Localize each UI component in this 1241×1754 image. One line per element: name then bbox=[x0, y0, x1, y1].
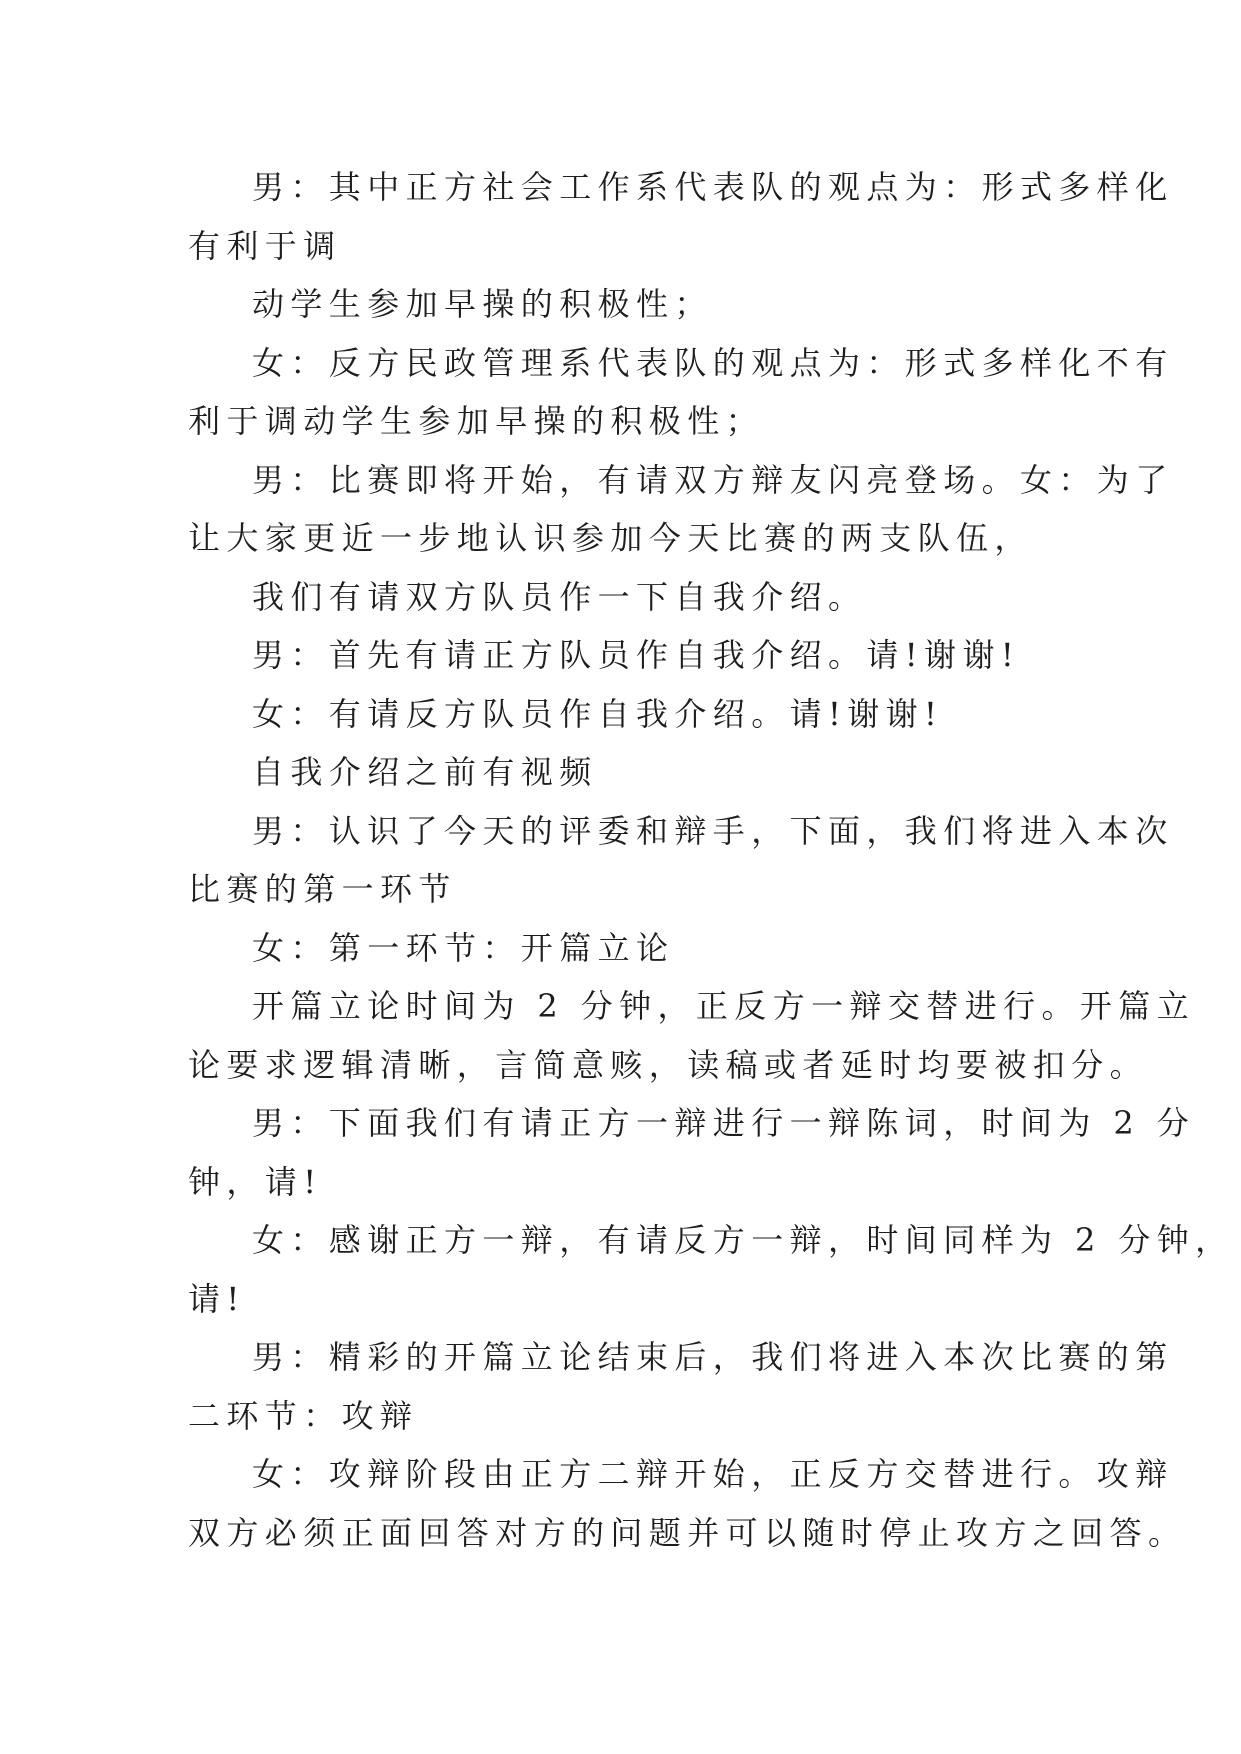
paragraph-8 bbox=[188, 743, 1068, 802]
text-line: 有利于调 bbox=[188, 226, 342, 265]
text-line: 我们有请双方队员作一下自我介绍。 bbox=[252, 577, 867, 616]
text-line: 女：感谢正方一辩，有请反方一辩，时间同样为 2 分钟， bbox=[252, 1221, 1234, 1259]
text-line: 让大家更近一步地认识参加今天比赛的两支队伍， bbox=[188, 519, 1033, 557]
paragraph-6 bbox=[188, 626, 1068, 685]
text-line: 女：攻辩阶段由正方二辩开始，正反方交替进行。攻辩 bbox=[252, 1455, 1174, 1493]
text-line: 开篇立论时间为 2 分钟，正反方一辩交替进行。开篇立 bbox=[252, 987, 1196, 1025]
text-line: 二环节：攻辩 bbox=[188, 1396, 419, 1435]
paragraph-1 bbox=[188, 158, 1174, 275]
text-line: 女：有请反方队员作自我介绍。请!谢谢! bbox=[252, 694, 944, 733]
text-line: 自我介绍之前有视频 bbox=[252, 753, 598, 791]
paragraph-11 bbox=[188, 977, 1196, 1094]
paragraph-10 bbox=[188, 919, 1068, 978]
text-line: 女：第一环节：开篇立论 bbox=[252, 928, 675, 967]
text-line: 男：精彩的开篇立论结束后，我们将进入本次比赛的第 bbox=[252, 1338, 1174, 1376]
text-line: 女：反方民政管理系代表队的观点为：形式多样化不有 bbox=[252, 343, 1174, 382]
paragraph-5 bbox=[188, 568, 1068, 627]
text-line: 男：比赛即将开始，有请双方辩友闪亮登场。女：为了 bbox=[252, 460, 1174, 499]
text-line: 论要求逻辑清晰，言简意赅，读稿或者延时均要被扣分。 bbox=[188, 1045, 1149, 1084]
paragraph-7 bbox=[188, 685, 1068, 744]
paragraph-14 bbox=[188, 1328, 1174, 1445]
paragraph-9 bbox=[188, 802, 1174, 919]
paragraph-13 bbox=[188, 1211, 1234, 1328]
text-line: 男：其中正方社会工作系代表队的观点为：形式多样化 bbox=[252, 168, 1174, 206]
text-line: 男：下面我们有请正方一辩进行一辩陈词，时间为 2 分 bbox=[252, 1104, 1196, 1142]
document-body bbox=[188, 158, 1234, 1562]
text-line: 双方必须正面回答对方的问题并可以随时停止攻方之回答。 bbox=[188, 1513, 1187, 1552]
paragraph-4 bbox=[188, 451, 1174, 568]
paragraph-3 bbox=[188, 334, 1174, 451]
text-line: 动学生参加早操的积极性； bbox=[252, 285, 713, 323]
paragraph-15 bbox=[188, 1445, 1187, 1562]
paragraph-2 bbox=[188, 275, 1068, 334]
text-line: 男：认识了今天的评委和辩手，下面，我们将进入本次 bbox=[252, 811, 1174, 850]
text-line: 利于调动学生参加早操的积极性； bbox=[188, 402, 765, 440]
text-line: 男：首先有请正方队员作自我介绍。请!谢谢! bbox=[252, 636, 1021, 674]
text-line: 比赛的第一环节 bbox=[188, 870, 457, 908]
paragraph-12 bbox=[188, 1094, 1196, 1211]
text-line: 请! bbox=[188, 1279, 246, 1318]
text-line: 钟，请! bbox=[188, 1162, 323, 1201]
